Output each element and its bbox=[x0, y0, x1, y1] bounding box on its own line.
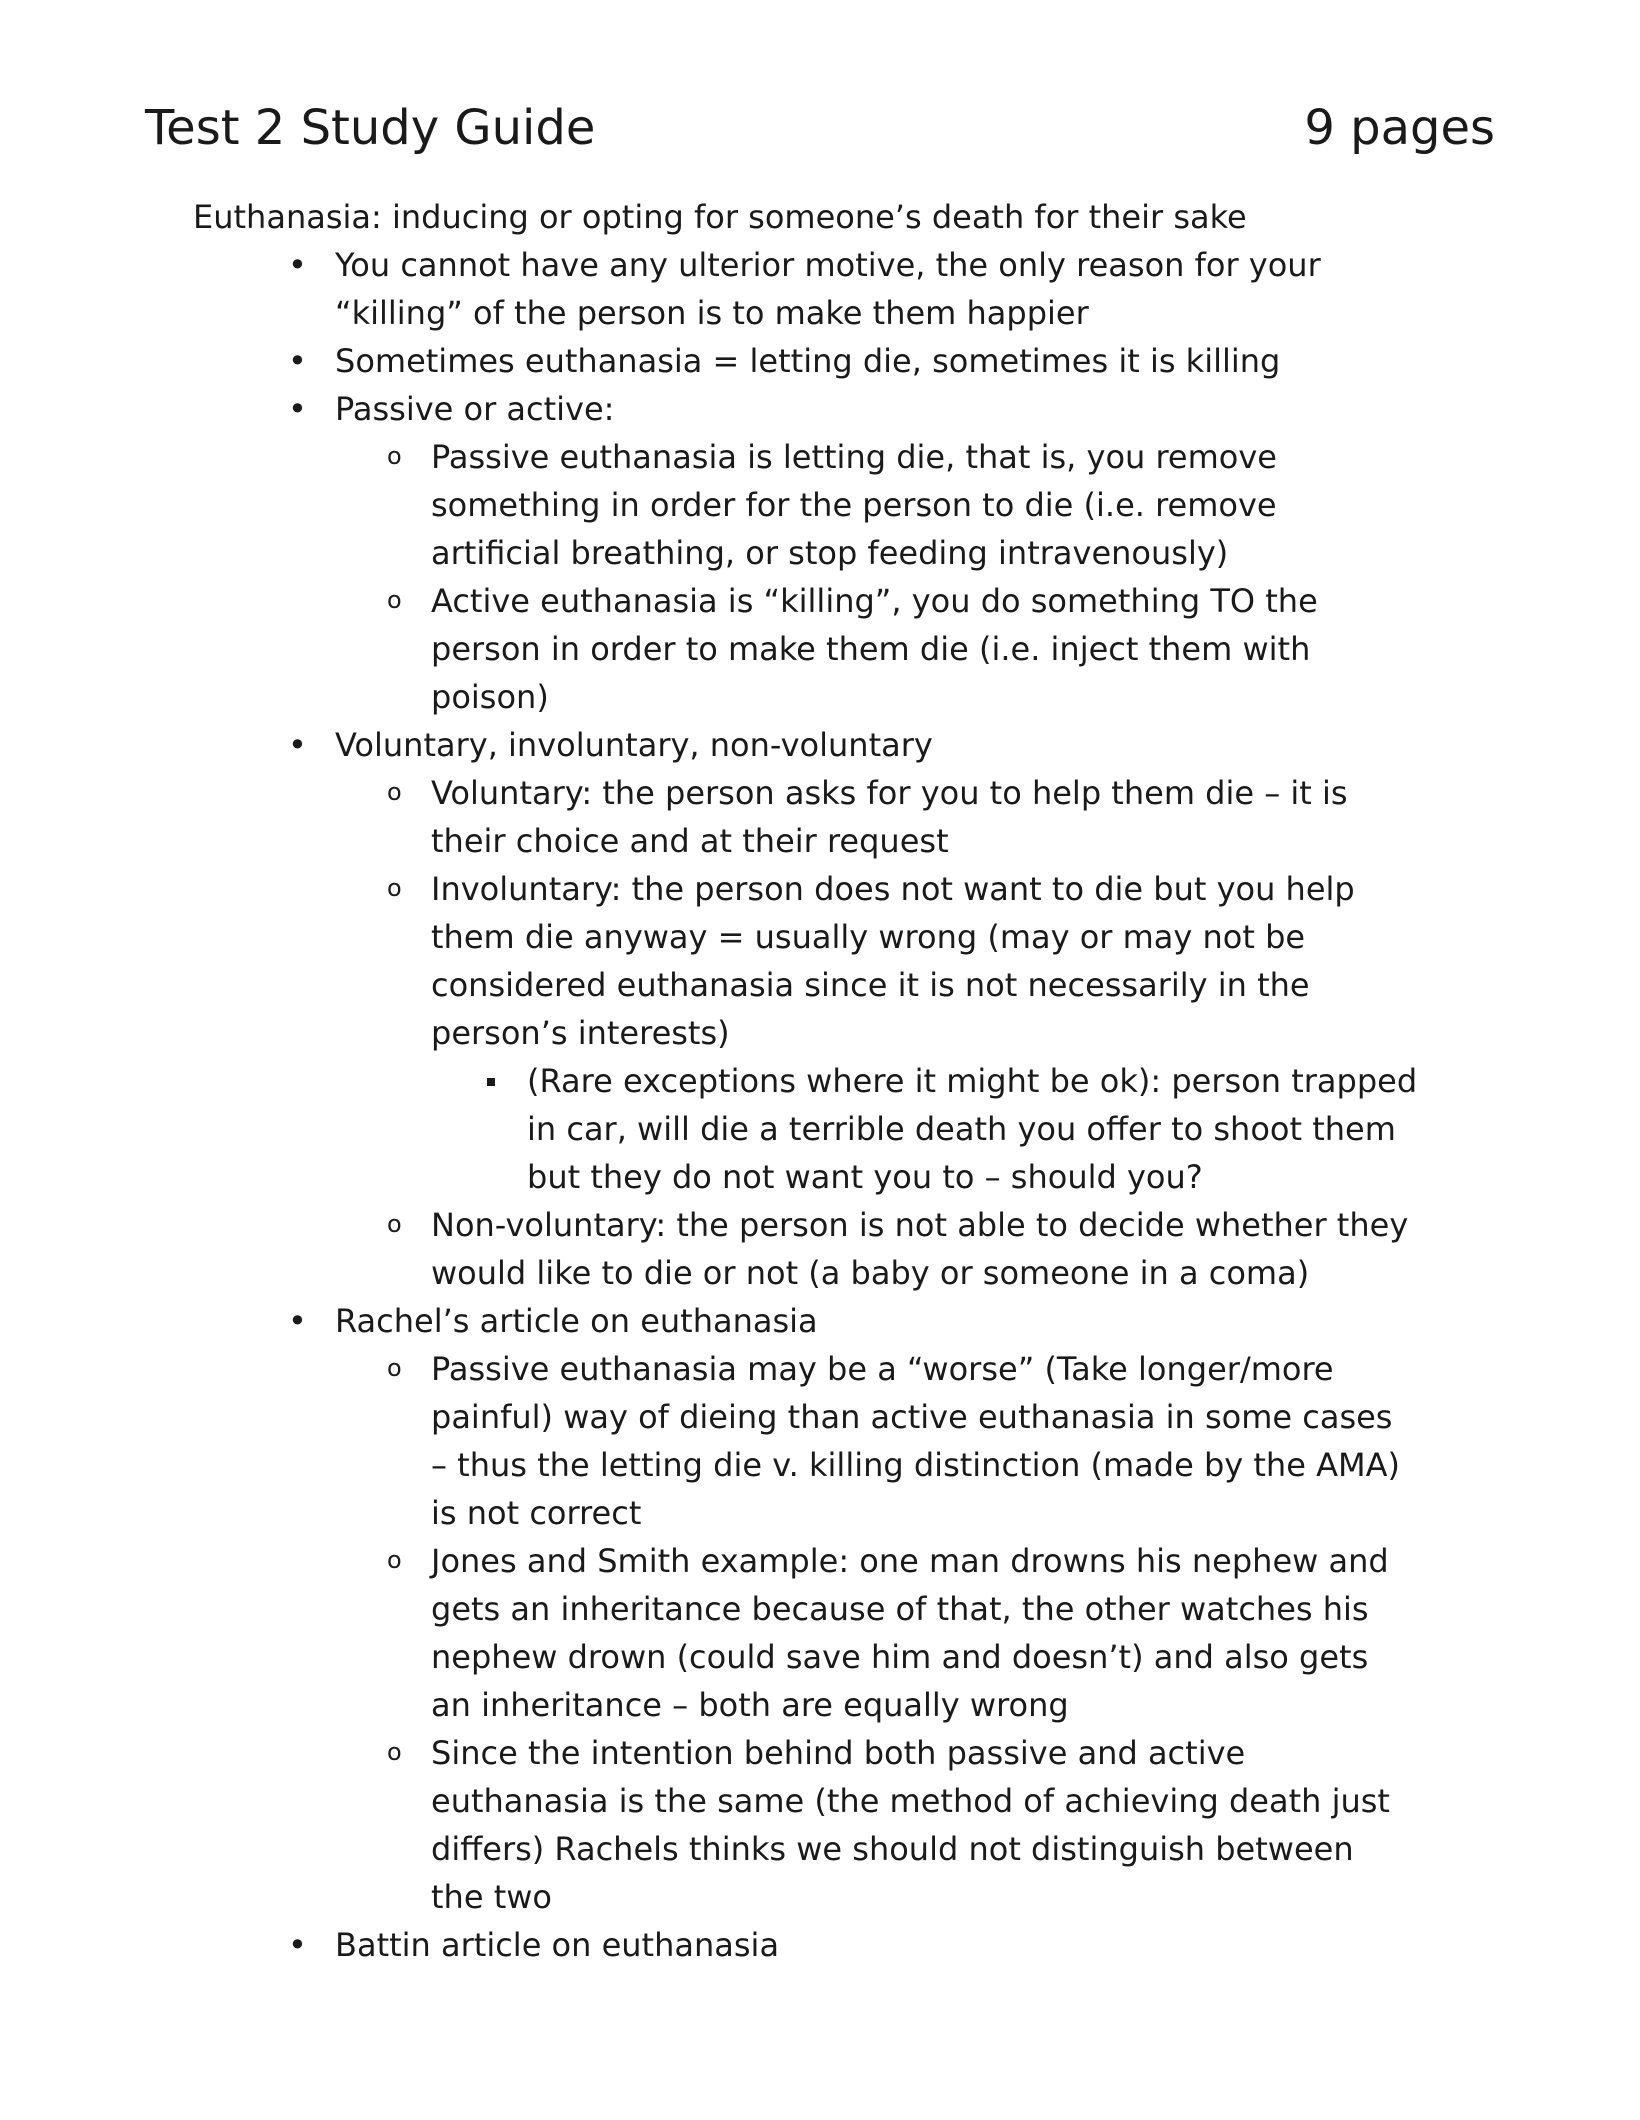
intro-definition: Euthanasia: inducing or opting for someone’s death for their sake bbox=[193, 198, 1247, 236]
sub-bullet-list bbox=[335, 1345, 1485, 1921]
bullet-text: • Voluntary, involuntary, non-voluntary bbox=[335, 726, 933, 764]
main-bullet-list bbox=[193, 241, 1483, 1969]
sub-sub-bullet-list bbox=[431, 1057, 1418, 1201]
bullet-item bbox=[193, 1297, 1485, 1921]
sub-bullet-list bbox=[335, 769, 1485, 1297]
sub-bullet-text: o Passive euthanasia may be a “worse” (Take longer/more painful) way of dieing than active euthanasia in some cases – thus the letting die v. killing distinction (made by the AMA) is not correct bbox=[431, 1350, 1400, 1532]
sub-bullet-text: o Passive euthanasia is letting die, that is, you remove something in order for the person to die (i.e. remove artificial breathing, or stop feeding intravenously) bbox=[431, 438, 1277, 572]
sub-bullet-text: o Non-voluntary: the person is not able to decide whether they would like to die or not (a baby or someone in a coma) bbox=[431, 1206, 1409, 1292]
sub-bullet-list bbox=[335, 433, 1485, 721]
sub-bullet-item bbox=[335, 865, 1418, 1201]
sub-bullet-text: o Since the intention behind both passive and active euthanasia is the same (the method of achieving death just differs) Rachels thinks we should not distinguish between the two bbox=[431, 1734, 1390, 1916]
sub-bullet-text: o Jones and Smith example: one man drowns his nephew and gets an inheritance because of that, the other watches his nephew drown (could save him and doesn’t) and also gets an inheritance – both are equally wrong bbox=[431, 1542, 1389, 1724]
bullet-item bbox=[193, 1921, 1485, 1969]
page-count: 9 pages bbox=[1304, 100, 1495, 156]
bullet-item bbox=[193, 385, 1485, 721]
sub-bullet-item bbox=[335, 577, 1413, 721]
bullet-text: • Passive or active: bbox=[335, 390, 615, 428]
sub-sub-bullet-item bbox=[527, 1057, 1427, 1201]
page-header bbox=[145, 96, 1495, 166]
sub-bullet-item bbox=[335, 1201, 1413, 1297]
sub-bullet-item bbox=[335, 433, 1413, 577]
bullet-text: • Sometimes euthanasia = letting die, sometimes it is killing bbox=[335, 342, 1281, 380]
sub-bullet-item bbox=[335, 1345, 1413, 1537]
bullet-text: • You cannot have any ulterior motive, the only reason for your “killing” of the person is to make them happier bbox=[335, 246, 1321, 332]
sub-bullet-text: o Voluntary: the person asks for you to help them die – it is their choice and at their request bbox=[431, 774, 1348, 860]
bullet-item bbox=[193, 241, 1485, 337]
bullet-text: • Battin article on euthanasia bbox=[335, 1926, 780, 1964]
document-body bbox=[193, 193, 1483, 1969]
sub-bullet-item bbox=[335, 1729, 1413, 1921]
sub-bullet-item bbox=[335, 1537, 1413, 1729]
bullet-item bbox=[193, 721, 1485, 1297]
document-title: Test 2 Study Guide bbox=[145, 100, 596, 156]
sub-bullet-text: o Active euthanasia is “killing”, you do something TO the person in order to make them die (i.e. inject them with poison) bbox=[431, 582, 1318, 716]
sub-bullet-item bbox=[335, 769, 1413, 865]
bullet-item bbox=[193, 337, 1485, 385]
bullet-text: • Rachel’s article on euthanasia bbox=[335, 1302, 818, 1340]
sub-sub-bullet-text: (Rare exceptions where it might be ok): person trapped in car, will die a terrible death you offer to shoot them but they do not want you to – should you? bbox=[527, 1062, 1418, 1196]
sub-bullet-text: o Involuntary: the person does not want to die but you help them die anyway = usually wrong (may or may not be considered euthanasia since it is not necessarily in the person’s interests) bbox=[431, 870, 1355, 1052]
